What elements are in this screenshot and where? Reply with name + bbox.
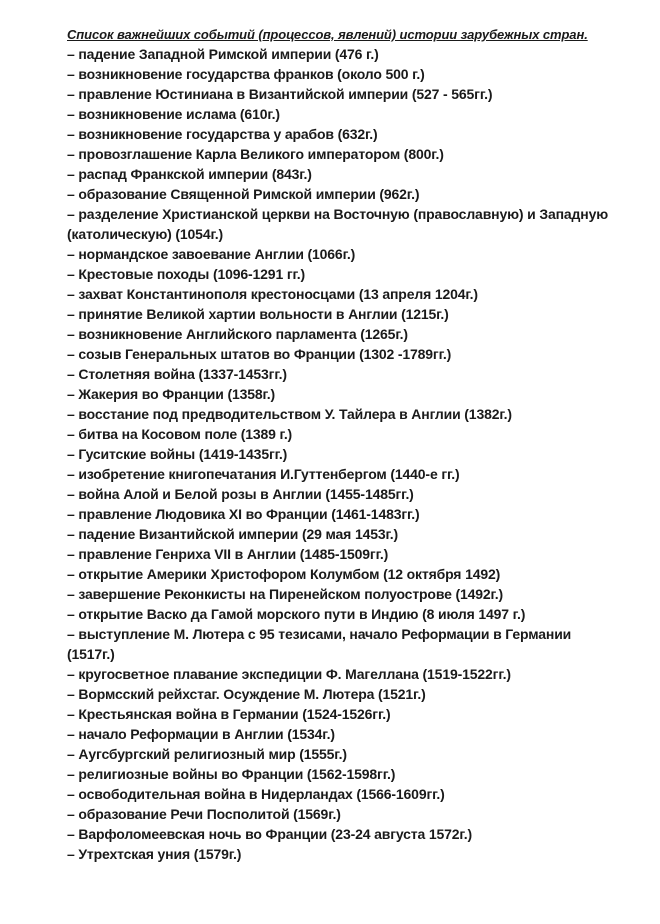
list-item-text: – Крестовые походы (1096-1291 гг.): [67, 266, 306, 282]
list-item-text: – Утрехтская уния (1579г.): [67, 846, 242, 862]
list-item-text: – правление Юстиниана в Византийской империи (527 - 565гг.): [67, 86, 493, 102]
list-item: [67, 304, 642, 324]
list-item: [67, 804, 642, 824]
list-item: [67, 544, 642, 564]
list-item-text: – религиозные войны во Франции (1562-1598гг.): [67, 766, 396, 782]
list-item: [67, 404, 642, 424]
list-item-text: – возникновение государства франков (около 500 г.): [67, 66, 425, 82]
list-item: [67, 444, 642, 464]
list-item: [67, 784, 642, 804]
list-item: [67, 104, 642, 124]
list-item: [67, 584, 642, 604]
list-item-text: – выступление М. Лютера с 95 тезисами, начало Реформации в Германии: [67, 626, 572, 642]
list-item-text: – распад Франкской империи (843г.): [67, 166, 312, 182]
list-item-text: – Варфоломеевская ночь во Франции (23-24 августа 1572г.): [67, 826, 472, 842]
event-list: [67, 44, 642, 864]
list-item-text: – Крестьянская война в Германии (1524-1526гг.): [67, 706, 391, 722]
list-item-text: – изобретение книгопечатания И.Гуттенбергом (1440-е гг.): [67, 466, 460, 482]
list-item: [67, 284, 642, 304]
list-item-text: – начало Реформации в Англии (1534г.): [67, 726, 335, 742]
list-item-text: – война Алой и Белой розы в Англии (1455-1485гг.): [67, 486, 414, 502]
list-item: [67, 624, 642, 664]
list-item: [67, 244, 642, 264]
list-item-text: – восстание под предводительством У. Тайлера в Англии (1382г.): [67, 406, 512, 422]
list-item: [67, 384, 642, 404]
list-item-text: – освободительная война в Нидерландах (1566-1609гг.): [67, 786, 445, 802]
list-item-text: – возникновение государства у арабов (632г.): [67, 126, 378, 142]
list-item-text: – Столетняя война (1337-1453гг.): [67, 366, 287, 382]
list-item: [67, 464, 642, 484]
list-item-text: – правление Генриха VII в Англии (1485-1509гг.): [67, 546, 389, 562]
list-item: [67, 44, 642, 64]
list-item: [67, 704, 642, 724]
list-item-text: – нормандское завоевание Англии (1066г.): [67, 246, 356, 262]
document-title: Список важнейших событий (процессов, явлений) истории зарубежных стран.: [67, 27, 588, 42]
list-item: [67, 264, 642, 284]
list-item: [67, 64, 642, 84]
list-item: [67, 324, 642, 344]
list-item: [67, 724, 642, 744]
list-item: [67, 204, 642, 244]
list-item-text: – Аугсбургский религиозный мир (1555г.): [67, 746, 347, 762]
list-item-text: – завершение Реконкисты на Пиренейском полуострове (1492г.): [67, 586, 504, 602]
list-item: [67, 684, 642, 704]
list-item: [67, 664, 642, 684]
list-item-text: – открытие Васко да Гамой морского пути в Индию (8 июля 1497 г.): [67, 606, 526, 622]
list-item: [67, 504, 642, 524]
list-item-text: – образование Речи Посполитой (1569г.): [67, 806, 341, 822]
list-item-text: – провозглашение Карла Великого императором (800г.): [67, 146, 444, 162]
list-item: [67, 124, 642, 144]
list-item: [67, 744, 642, 764]
list-item-text: – захват Константинополя крестоносцами (13 апреля 1204г.): [67, 286, 478, 302]
list-item-text: – падение Византийской империи (29 мая 1453г.): [67, 526, 399, 542]
list-item-text: – образование Священной Римской империи (962г.): [67, 186, 420, 202]
list-item-text: – кругосветное плавание экспедиции Ф. Магеллана (1519-1522гг.): [67, 666, 511, 682]
list-item: [67, 524, 642, 544]
list-item: [67, 344, 642, 364]
list-item: [67, 844, 642, 864]
list-item: [67, 84, 642, 104]
list-item: [67, 424, 642, 444]
list-item-text: – возникновение ислама (610г.): [67, 106, 280, 122]
list-item-text: – падение Западной Римской империи (476 г.): [67, 46, 379, 62]
list-item: [67, 364, 642, 384]
list-item: [67, 164, 642, 184]
list-item-text: – битва на Косовом поле (1389 г.): [67, 426, 293, 442]
list-item-text: – открытие Америки Христофором Колумбом (12 октября 1492): [67, 566, 501, 582]
list-item-text: – Гуситские войны (1419-1435гг.): [67, 446, 288, 462]
list-item-text: – возникновение Английского парламента (1265г.): [67, 326, 408, 342]
list-item: [67, 824, 642, 844]
list-item-text: – созыв Генеральных штатов во Франции (1302 -1789гг.): [67, 346, 452, 362]
list-item-text: – принятие Великой хартии вольности в Англии (1215г.): [67, 306, 449, 322]
list-item-text: – Жакерия во Франции (1358г.): [67, 386, 276, 402]
document-body: [67, 24, 642, 864]
list-item-text: – разделение Христианской церкви на Восточную (православную) и Западную: [67, 206, 609, 222]
list-item-text: – Вормсский рейхстаг. Осуждение М. Лютера (1521г.): [67, 686, 426, 702]
list-item-continuation: (католическую) (1054г.): [67, 226, 223, 242]
list-item-continuation: (1517г.): [67, 646, 115, 662]
list-item: [67, 564, 642, 584]
list-item: [67, 604, 642, 624]
list-item: [67, 484, 642, 504]
list-item: [67, 764, 642, 784]
list-item: [67, 144, 642, 164]
list-item: [67, 184, 642, 204]
list-item-text: – правление Людовика XI во Франции (1461-1483гг.): [67, 506, 420, 522]
